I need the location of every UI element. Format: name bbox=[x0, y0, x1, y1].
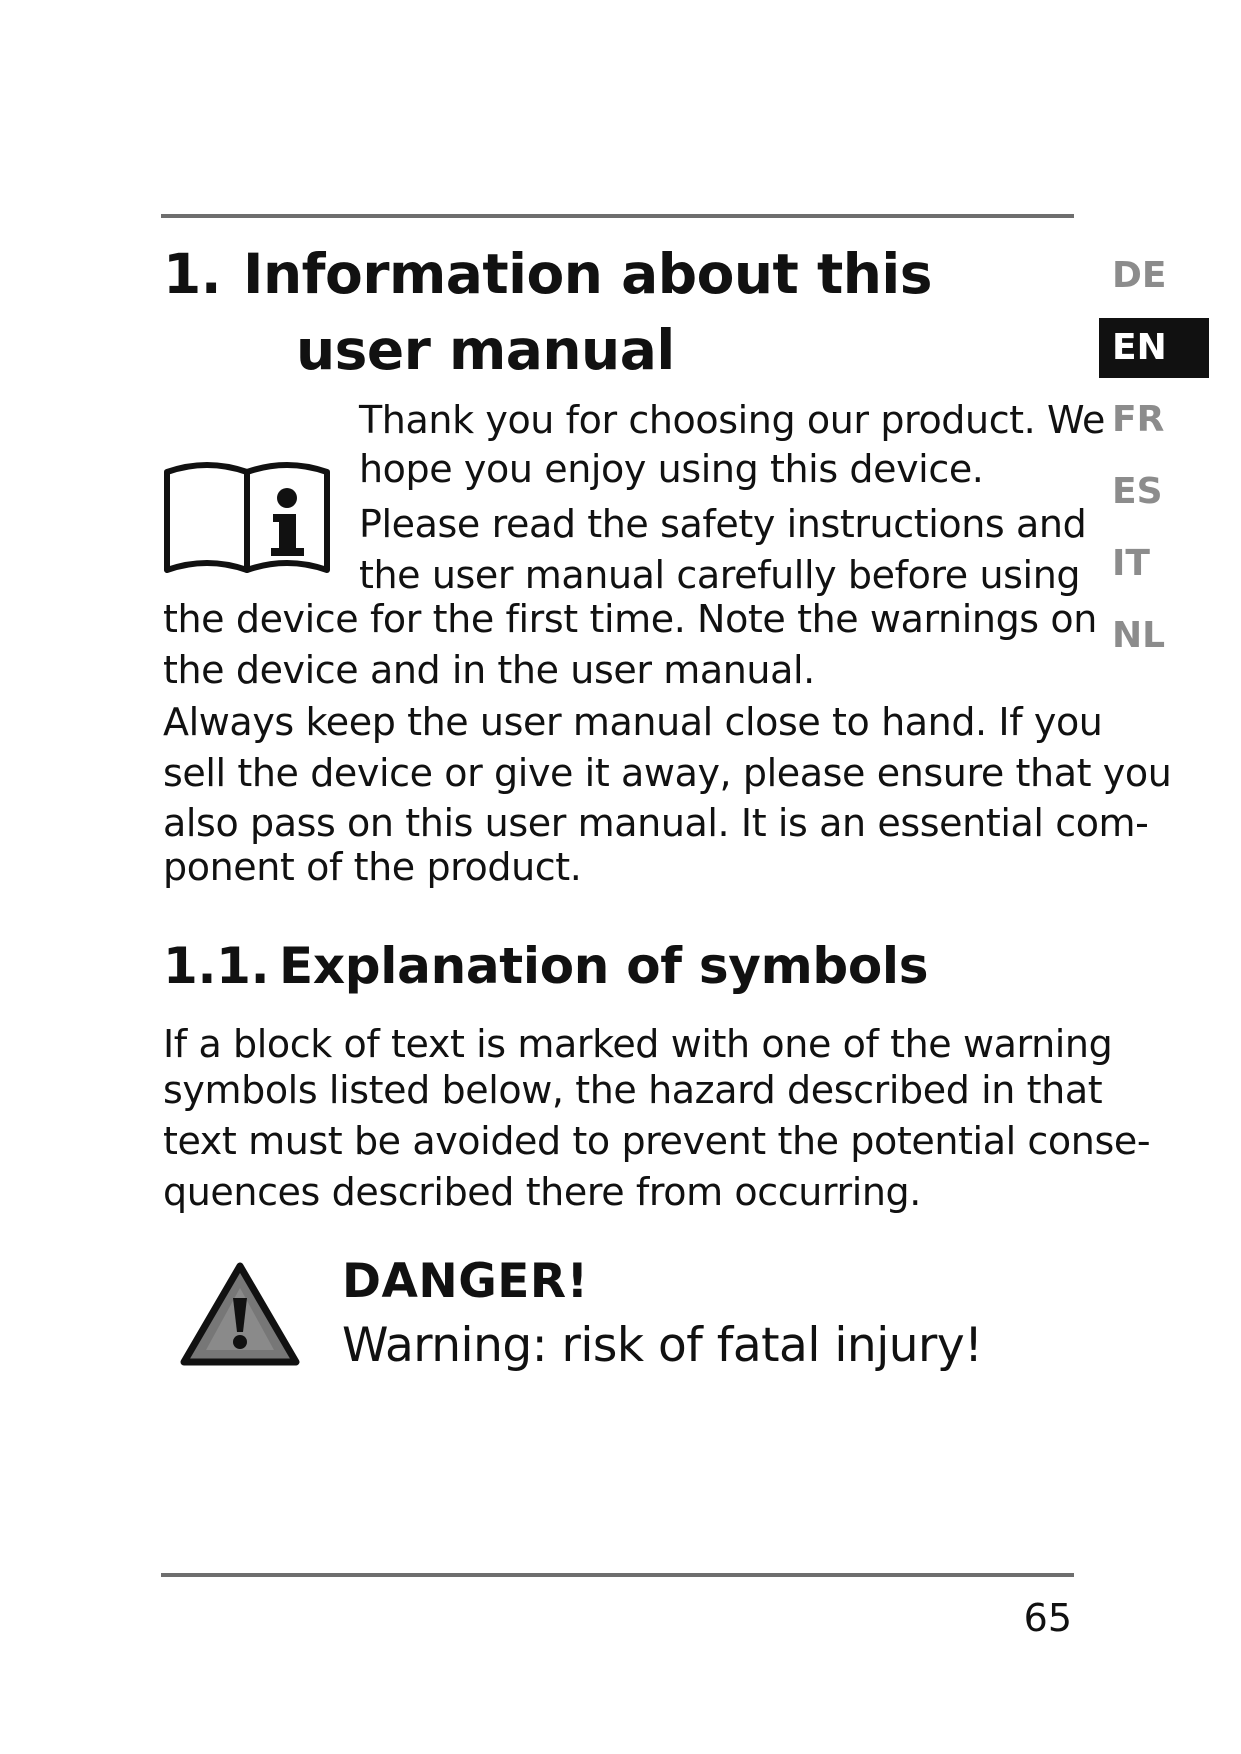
lang-tab-es[interactable]: ES bbox=[1112, 471, 1163, 512]
intro-line: also pass on this user manual. It is an essential com- bbox=[163, 801, 1149, 845]
language-tabs bbox=[1099, 246, 1209, 678]
symbols-line: text must be avoided to prevent the potential conse- bbox=[163, 1119, 1151, 1163]
intro-line: hope you enjoy using this device. bbox=[359, 447, 984, 491]
symbols-paragraph bbox=[163, 1020, 1151, 1217]
section-title-line1: Information about this bbox=[243, 242, 933, 306]
lang-tab-en[interactable]: EN bbox=[1099, 318, 1209, 378]
intro-line: ponent of the product. bbox=[163, 845, 582, 889]
intro-line: Always keep the user manual close to hand. If you bbox=[163, 700, 1103, 744]
section-number: 1. bbox=[163, 242, 222, 306]
bottom-rule bbox=[161, 1573, 1074, 1577]
intro-line: the device and in the user manual. bbox=[163, 648, 815, 692]
symbols-line: If a block of text is marked with one of the warning bbox=[163, 1022, 1113, 1066]
lang-tab-nl[interactable]: NL bbox=[1112, 615, 1166, 656]
page-number: 65 bbox=[1023, 1596, 1072, 1640]
subsection-number: 1.1. bbox=[163, 937, 270, 995]
intro-line: Please read the safety instructions and bbox=[359, 502, 1087, 546]
lang-tab-fr[interactable]: FR bbox=[1112, 399, 1165, 440]
symbols-line: quences described there from occurring. bbox=[163, 1170, 921, 1214]
top-rule bbox=[161, 214, 1074, 218]
section-heading bbox=[163, 236, 932, 388]
subsection-heading bbox=[163, 934, 928, 998]
danger-text: Warning: risk of fatal injury! bbox=[342, 1318, 983, 1373]
danger-title: DANGER! bbox=[342, 1254, 589, 1309]
intro-line: Thank you for choosing our product. We bbox=[359, 398, 1105, 442]
subsection-title: Explanation of symbols bbox=[279, 937, 929, 995]
lang-tab-it[interactable]: IT bbox=[1112, 543, 1150, 584]
section-title-line2: user manual bbox=[296, 318, 675, 382]
warning-triangle-icon bbox=[180, 1262, 300, 1368]
intro-line: the user manual carefully before using bbox=[359, 553, 1081, 597]
symbols-line: symbols listed below, the hazard described in that bbox=[163, 1068, 1103, 1112]
danger-block bbox=[342, 1250, 983, 1378]
lang-tab-de[interactable]: DE bbox=[1112, 255, 1167, 296]
intro-line: the device for the first time. Note the warnings on bbox=[163, 597, 1097, 641]
intro-line: sell the device or give it away, please ensure that you bbox=[163, 751, 1172, 795]
